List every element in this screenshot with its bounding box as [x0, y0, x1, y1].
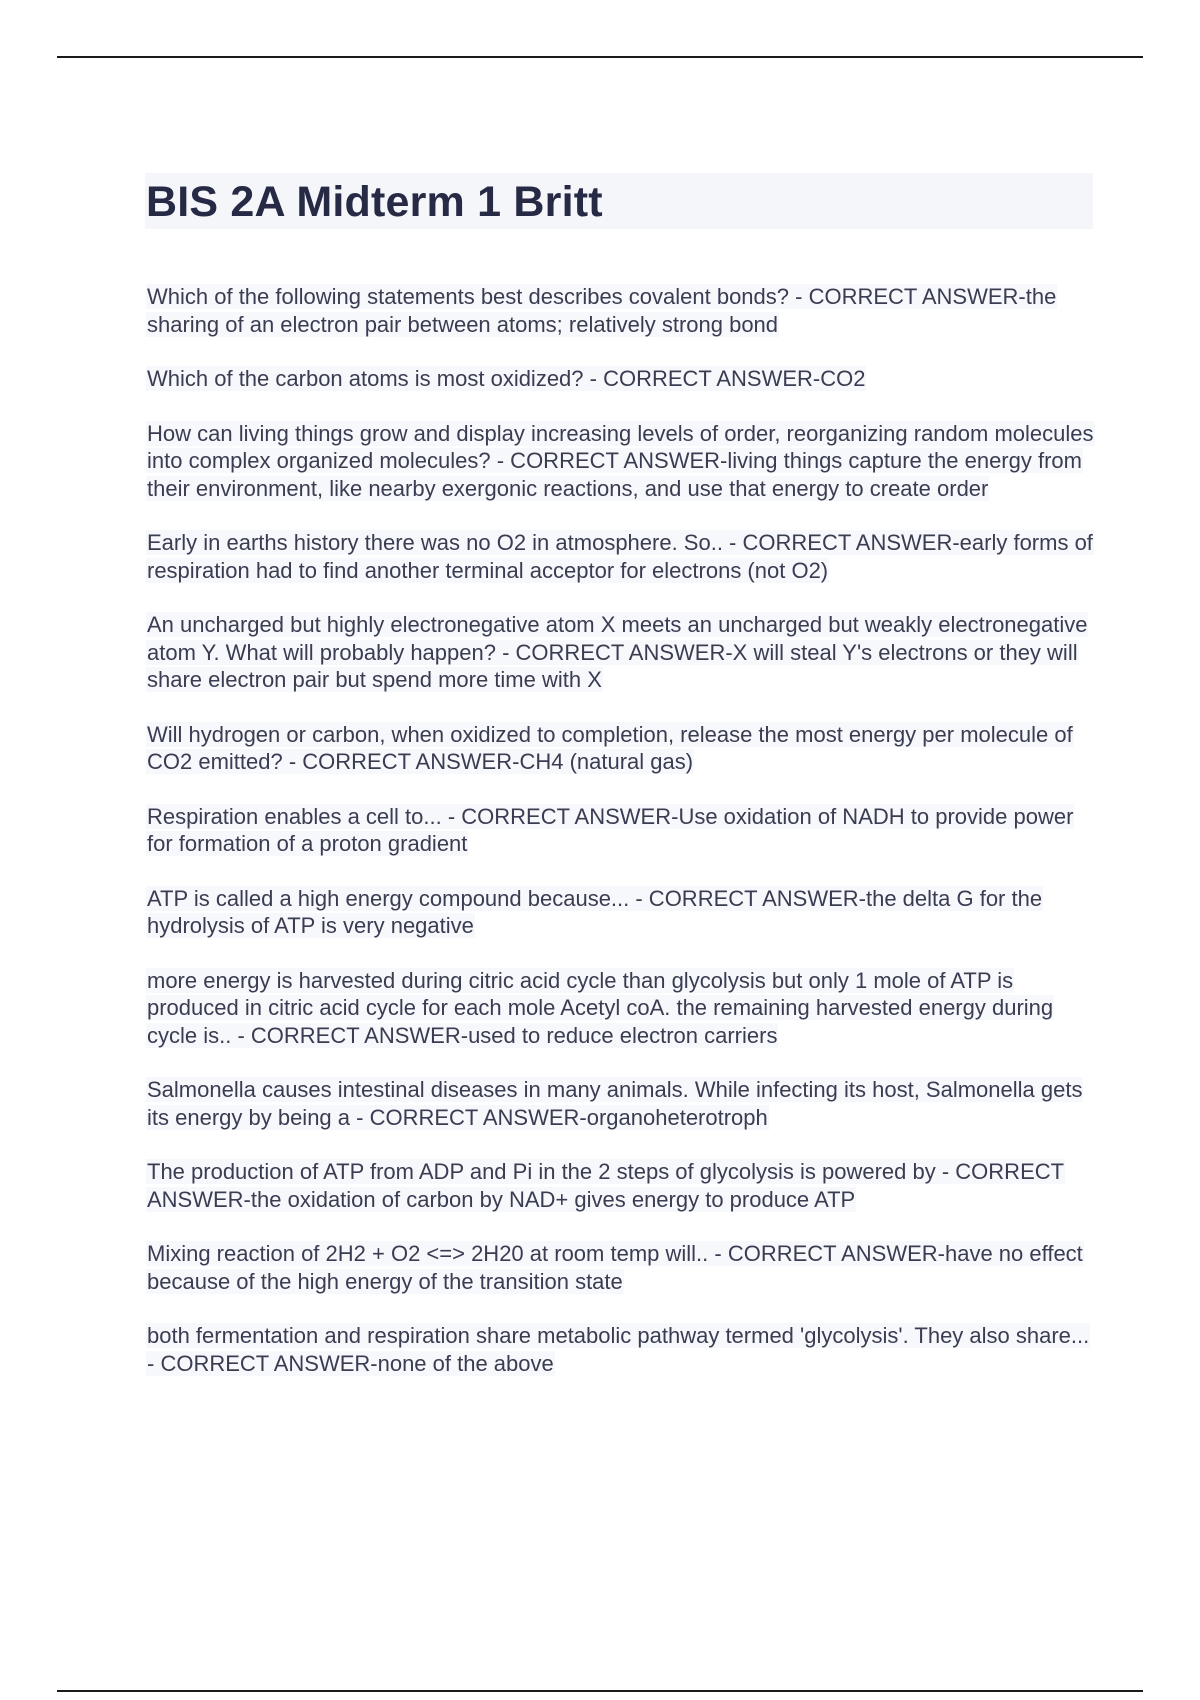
qa-item-text: Early in earths history there was no O2 in atmosphere. So.. - CORRECT ANSWER-early forms of respiration had to find another terminal acceptor for electrons (not O2) — [147, 530, 1093, 583]
footer-rule — [57, 1690, 1143, 1692]
qa-item-text: Respiration enables a cell to... - CORRECT ANSWER-Use oxidation of NADH to provide power for formation of a proton gradient — [147, 803, 1074, 856]
qa-item — [146, 967, 1094, 1050]
qa-item — [146, 885, 1094, 940]
qa-item-text: Salmonella causes intestinal diseases in many animals. While infecting its host, Salmonella gets its energy by being a - CORRECT ANSWER-organoheterotroph — [147, 1077, 1083, 1130]
qa-item — [146, 803, 1094, 858]
qa-item-text: The production of ATP from ADP and Pi in the 2 steps of glycolysis is powered by - CORRECT ANSWER-the oxidation of carbon by NAD+ gives energy to produce ATP — [147, 1159, 1065, 1212]
qa-item — [146, 1076, 1094, 1131]
qa-item-text: Will hydrogen or carbon, when oxidized to completion, release the most energy per molecule of CO2 emitted? - CORRECT ANSWER-CH4 (natural gas) — [147, 721, 1073, 774]
qa-item-text: both fermentation and respiration share metabolic pathway termed 'glycolysis'. They also share... - CORRECT ANSWER-none of the above — [147, 1323, 1090, 1376]
qa-item-text: An uncharged but highly electronegative atom X meets an uncharged but weakly electronegative atom Y. What will probably happen? - CORRECT ANSWER-X will steal Y's electrons or they will share electron pair but spend more time with X — [147, 612, 1088, 692]
qa-list — [146, 283, 1094, 1404]
qa-item — [146, 1158, 1094, 1213]
qa-item — [146, 1240, 1094, 1295]
qa-item — [146, 721, 1094, 776]
qa-item-text: How can living things grow and display increasing levels of order, reorganizing random molecules into complex organized molecules? - CORRECT ANSWER-living things capture the energy from their environment, like nearby exergonic reactions, and use that energy to create order — [147, 420, 1094, 501]
page-title: BIS 2A Midterm 1 Britt — [146, 178, 603, 226]
qa-item — [146, 365, 1094, 393]
qa-item-text: more energy is harvested during citric acid cycle than glycolysis but only 1 mole of ATP is produced in citric acid cycle for each mole Acetyl coA. the remaining harvested energy during cycle is.. - CORRECT ANSWER-used to reduce electron carriers — [147, 967, 1054, 1048]
qa-item — [146, 611, 1094, 694]
qa-item-text: ATP is called a high energy compound because... - CORRECT ANSWER-the delta G for the hydrolysis of ATP is very negative — [147, 885, 1043, 938]
header-rule — [57, 56, 1143, 58]
qa-item-text: Which of the following statements best describes covalent bonds? - CORRECT ANSWER-the sharing of an electron pair between atoms; relatively strong bond — [147, 284, 1057, 337]
qa-item — [146, 420, 1094, 503]
qa-item-text: Which of the carbon atoms is most oxidized? - CORRECT ANSWER-CO2 — [147, 366, 866, 391]
qa-item-text: Mixing reaction of 2H2 + O2 <=> 2H20 at room temp will.. - CORRECT ANSWER-have no effect because of the high energy of the transition state — [147, 1241, 1083, 1294]
qa-item — [146, 1322, 1094, 1377]
qa-item — [146, 529, 1094, 584]
qa-item — [146, 283, 1094, 338]
